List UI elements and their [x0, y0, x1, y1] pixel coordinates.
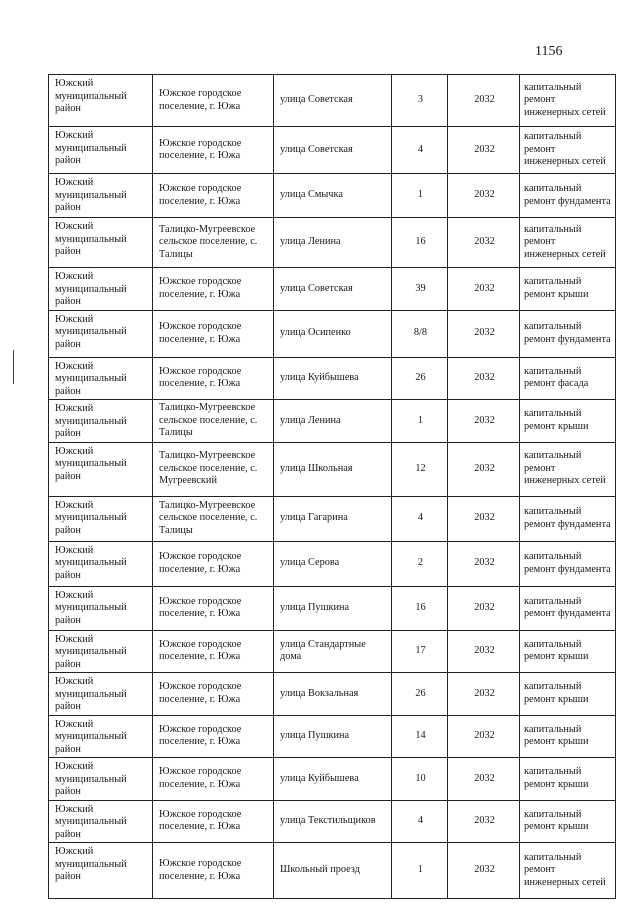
settlement-cell: Южское городское поселение, г. Южа [153, 357, 274, 400]
settlement-cell: Южское городское поселение, г. Южа [153, 586, 274, 630]
street-cell: улица Осипенко [274, 310, 392, 357]
year-cell: 2032 [448, 400, 520, 443]
settlement-cell: Южское городское поселение, г. Южа [153, 630, 274, 673]
settlement-cell: Южское городское поселение, г. Южа [153, 268, 274, 311]
street-cell: улица Ленина [274, 400, 392, 443]
house-number-cell: 8/8 [392, 310, 448, 357]
street-cell: улица Гагарина [274, 496, 392, 541]
year-cell: 2032 [448, 127, 520, 174]
year-cell: 2032 [448, 496, 520, 541]
house-number-cell: 16 [392, 586, 448, 630]
work-type-cell: капитальный ремонт фундамента [520, 310, 616, 357]
district-cell: Южский муниципальный район [49, 174, 153, 218]
street-cell: улица Текстильщиков [274, 800, 392, 843]
district-cell: Южский муниципальный район [49, 442, 153, 496]
settlement-cell: Талицко-Мугреевское сельское поселение, с. Талицы [153, 496, 274, 541]
settlement-cell: Южское городское поселение, г. Южа [153, 843, 274, 899]
street-cell: улица Стандартные дома [274, 630, 392, 673]
house-number-cell: 26 [392, 673, 448, 716]
work-type-cell: капитальный ремонт инженерных сетей [520, 843, 616, 899]
street-cell: улица Куйбышева [274, 758, 392, 801]
table-row [49, 541, 616, 586]
street-cell: улица Смычка [274, 174, 392, 218]
house-number-cell: 1 [392, 174, 448, 218]
page-number: 1156 [535, 44, 563, 59]
district-cell: Южский муниципальный район [49, 357, 153, 400]
street-cell: улица Советская [274, 268, 392, 311]
district-cell: Южский муниципальный район [49, 75, 153, 127]
work-type-cell: капитальный ремонт инженерных сетей [520, 127, 616, 174]
street-cell: улица Ленина [274, 218, 392, 268]
house-number-cell: 39 [392, 268, 448, 311]
district-cell: Южский муниципальный район [49, 496, 153, 541]
year-cell: 2032 [448, 442, 520, 496]
settlement-cell: Южское городское поселение, г. Южа [153, 758, 274, 801]
settlement-cell: Талицко-Мугреевское сельское поселение, с. Талицы [153, 218, 274, 268]
district-cell: Южский муниципальный район [49, 310, 153, 357]
street-cell: улица Советская [274, 127, 392, 174]
work-type-cell: капитальный ремонт фундамента [520, 541, 616, 586]
settlement-cell: Талицко-Мугреевское сельское поселение, с. Мугреевский [153, 442, 274, 496]
house-number-cell: 4 [392, 800, 448, 843]
house-number-cell: 1 [392, 400, 448, 443]
table-row [49, 174, 616, 218]
work-type-cell: капитальный ремонт инженерных сетей [520, 75, 616, 127]
street-cell: улица Пушкина [274, 715, 392, 758]
year-cell: 2032 [448, 715, 520, 758]
settlement-cell: Южское городское поселение, г. Южа [153, 673, 274, 716]
work-type-cell: капитальный ремонт крыши [520, 400, 616, 443]
settlement-cell: Южское городское поселение, г. Южа [153, 541, 274, 586]
work-type-cell: капитальный ремонт фундамента [520, 174, 616, 218]
work-type-cell: капитальный ремонт фасада [520, 357, 616, 400]
settlement-cell: Южское городское поселение, г. Южа [153, 127, 274, 174]
work-type-cell: капитальный ремонт крыши [520, 268, 616, 311]
table-row [49, 496, 616, 541]
house-number-cell: 14 [392, 715, 448, 758]
settlement-cell: Южское городское поселение, г. Южа [153, 715, 274, 758]
district-cell: Южский муниципальный район [49, 541, 153, 586]
street-cell: улица Советская [274, 75, 392, 127]
work-type-cell: капитальный ремонт крыши [520, 630, 616, 673]
table-row [49, 758, 616, 801]
house-number-cell: 17 [392, 630, 448, 673]
table-row [49, 218, 616, 268]
table-row [49, 442, 616, 496]
year-cell: 2032 [448, 541, 520, 586]
year-cell: 2032 [448, 218, 520, 268]
street-cell: улица Серова [274, 541, 392, 586]
house-number-cell: 3 [392, 75, 448, 127]
table-row [49, 843, 616, 899]
street-cell: улица Пушкина [274, 586, 392, 630]
table-row [49, 715, 616, 758]
district-cell: Южский муниципальный район [49, 586, 153, 630]
margin-mark [13, 350, 14, 384]
house-number-cell: 4 [392, 127, 448, 174]
district-cell: Южский муниципальный район [49, 673, 153, 716]
work-type-cell: капитальный ремонт крыши [520, 715, 616, 758]
table-row [49, 400, 616, 443]
table-row [49, 268, 616, 311]
table-row [49, 673, 616, 716]
year-cell: 2032 [448, 630, 520, 673]
table-row [49, 630, 616, 673]
district-cell: Южский муниципальный район [49, 715, 153, 758]
year-cell: 2032 [448, 586, 520, 630]
work-type-cell: капитальный ремонт инженерных сетей [520, 218, 616, 268]
street-cell: улица Куйбышева [274, 357, 392, 400]
year-cell: 2032 [448, 800, 520, 843]
street-cell: Школьный проезд [274, 843, 392, 899]
work-type-cell: капитальный ремонт крыши [520, 673, 616, 716]
table-row [49, 800, 616, 843]
table-row [49, 127, 616, 174]
settlement-cell: Талицко-Мугреевское сельское поселение, с. Талицы [153, 400, 274, 443]
settlement-cell: Южское городское поселение, г. Южа [153, 800, 274, 843]
table-row [49, 75, 616, 127]
house-number-cell: 4 [392, 496, 448, 541]
district-cell: Южский муниципальный район [49, 630, 153, 673]
work-type-cell: капитальный ремонт крыши [520, 800, 616, 843]
table-row [49, 310, 616, 357]
district-cell: Южский муниципальный район [49, 800, 153, 843]
year-cell: 2032 [448, 357, 520, 400]
district-cell: Южский муниципальный район [49, 843, 153, 899]
district-cell: Южский муниципальный район [49, 127, 153, 174]
settlement-cell: Южское городское поселение, г. Южа [153, 174, 274, 218]
repair-schedule-table [48, 74, 616, 899]
work-type-cell: капитальный ремонт фундамента [520, 496, 616, 541]
year-cell: 2032 [448, 268, 520, 311]
year-cell: 2032 [448, 174, 520, 218]
year-cell: 2032 [448, 75, 520, 127]
year-cell: 2032 [448, 673, 520, 716]
house-number-cell: 10 [392, 758, 448, 801]
table-row [49, 357, 616, 400]
district-cell: Южский муниципальный район [49, 400, 153, 443]
settlement-cell: Южское городское поселение, г. Южа [153, 75, 274, 127]
house-number-cell: 2 [392, 541, 448, 586]
house-number-cell: 26 [392, 357, 448, 400]
district-cell: Южский муниципальный район [49, 268, 153, 311]
district-cell: Южский муниципальный район [49, 758, 153, 801]
house-number-cell: 1 [392, 843, 448, 899]
house-number-cell: 16 [392, 218, 448, 268]
work-type-cell: капитальный ремонт крыши [520, 758, 616, 801]
district-cell: Южский муниципальный район [49, 218, 153, 268]
street-cell: улица Школьная [274, 442, 392, 496]
work-type-cell: капитальный ремонт фундамента [520, 586, 616, 630]
settlement-cell: Южское городское поселение, г. Южа [153, 310, 274, 357]
work-type-cell: капитальный ремонт инженерных сетей [520, 442, 616, 496]
house-number-cell: 12 [392, 442, 448, 496]
table-body [49, 75, 616, 899]
year-cell: 2032 [448, 758, 520, 801]
street-cell: улица Вокзальная [274, 673, 392, 716]
year-cell: 2032 [448, 843, 520, 899]
year-cell: 2032 [448, 310, 520, 357]
table-row [49, 586, 616, 630]
